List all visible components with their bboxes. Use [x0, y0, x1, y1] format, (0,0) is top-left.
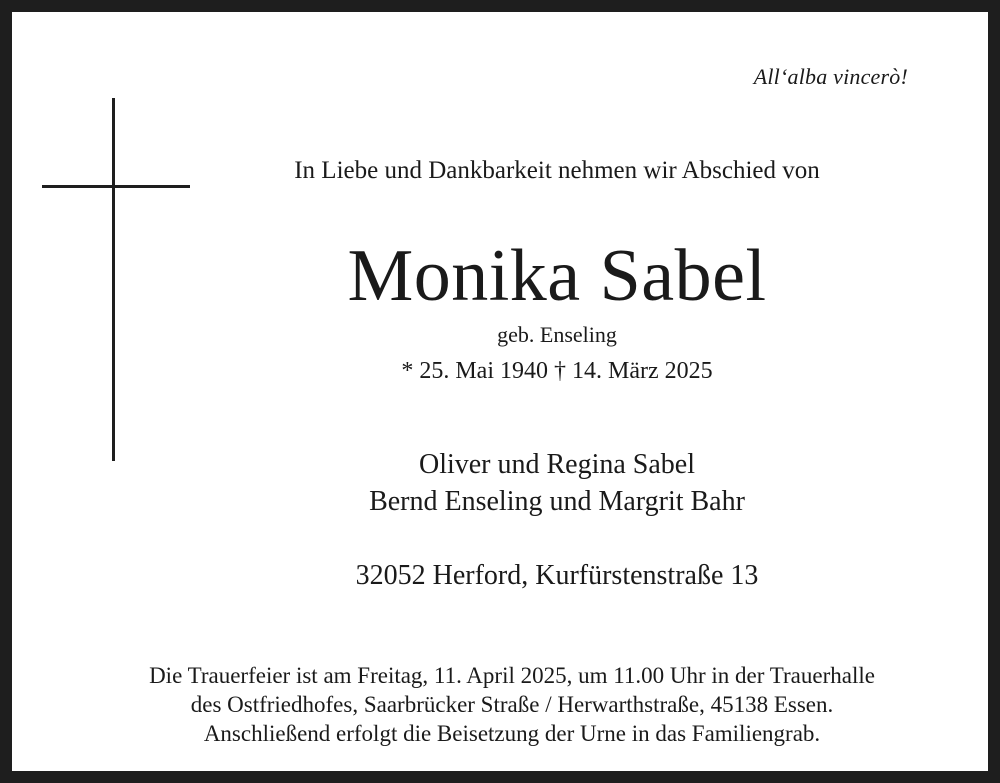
life-dates: * 25. Mai 1940 † 14. März 2025 — [401, 358, 713, 384]
address: 32052 Herford, Kurfürstenstraße 13 — [355, 560, 759, 591]
intro-line: In Liebe und Dankbarkeit nehmen wir Abschied von — [294, 157, 820, 184]
mourner-line: Bernd Enseling und Margrit Bahr — [369, 486, 745, 517]
ceremony-line: Die Trauerfeier ist am Freitag, 11. April 2025, um 11.00 Uhr in der Trauerhalle — [149, 663, 875, 688]
cross-horizontal-bar — [42, 185, 190, 188]
cross-vertical-bar — [112, 98, 115, 461]
deceased-name: Monika Sabel — [347, 235, 767, 317]
birth-name: geb. Enseling — [497, 322, 617, 347]
motto: All‘alba vincerò! — [753, 64, 908, 89]
ceremony-line: Anschließend erfolgt die Beisetzung der Urne in das Familiengrab. — [203, 721, 821, 746]
ceremony-line: des Ostfriedhofes, Saarbrücker Straße / Herwarthstraße, 45138 Essen. — [190, 692, 834, 717]
mourner-line: Oliver und Regina Sabel — [418, 449, 696, 480]
